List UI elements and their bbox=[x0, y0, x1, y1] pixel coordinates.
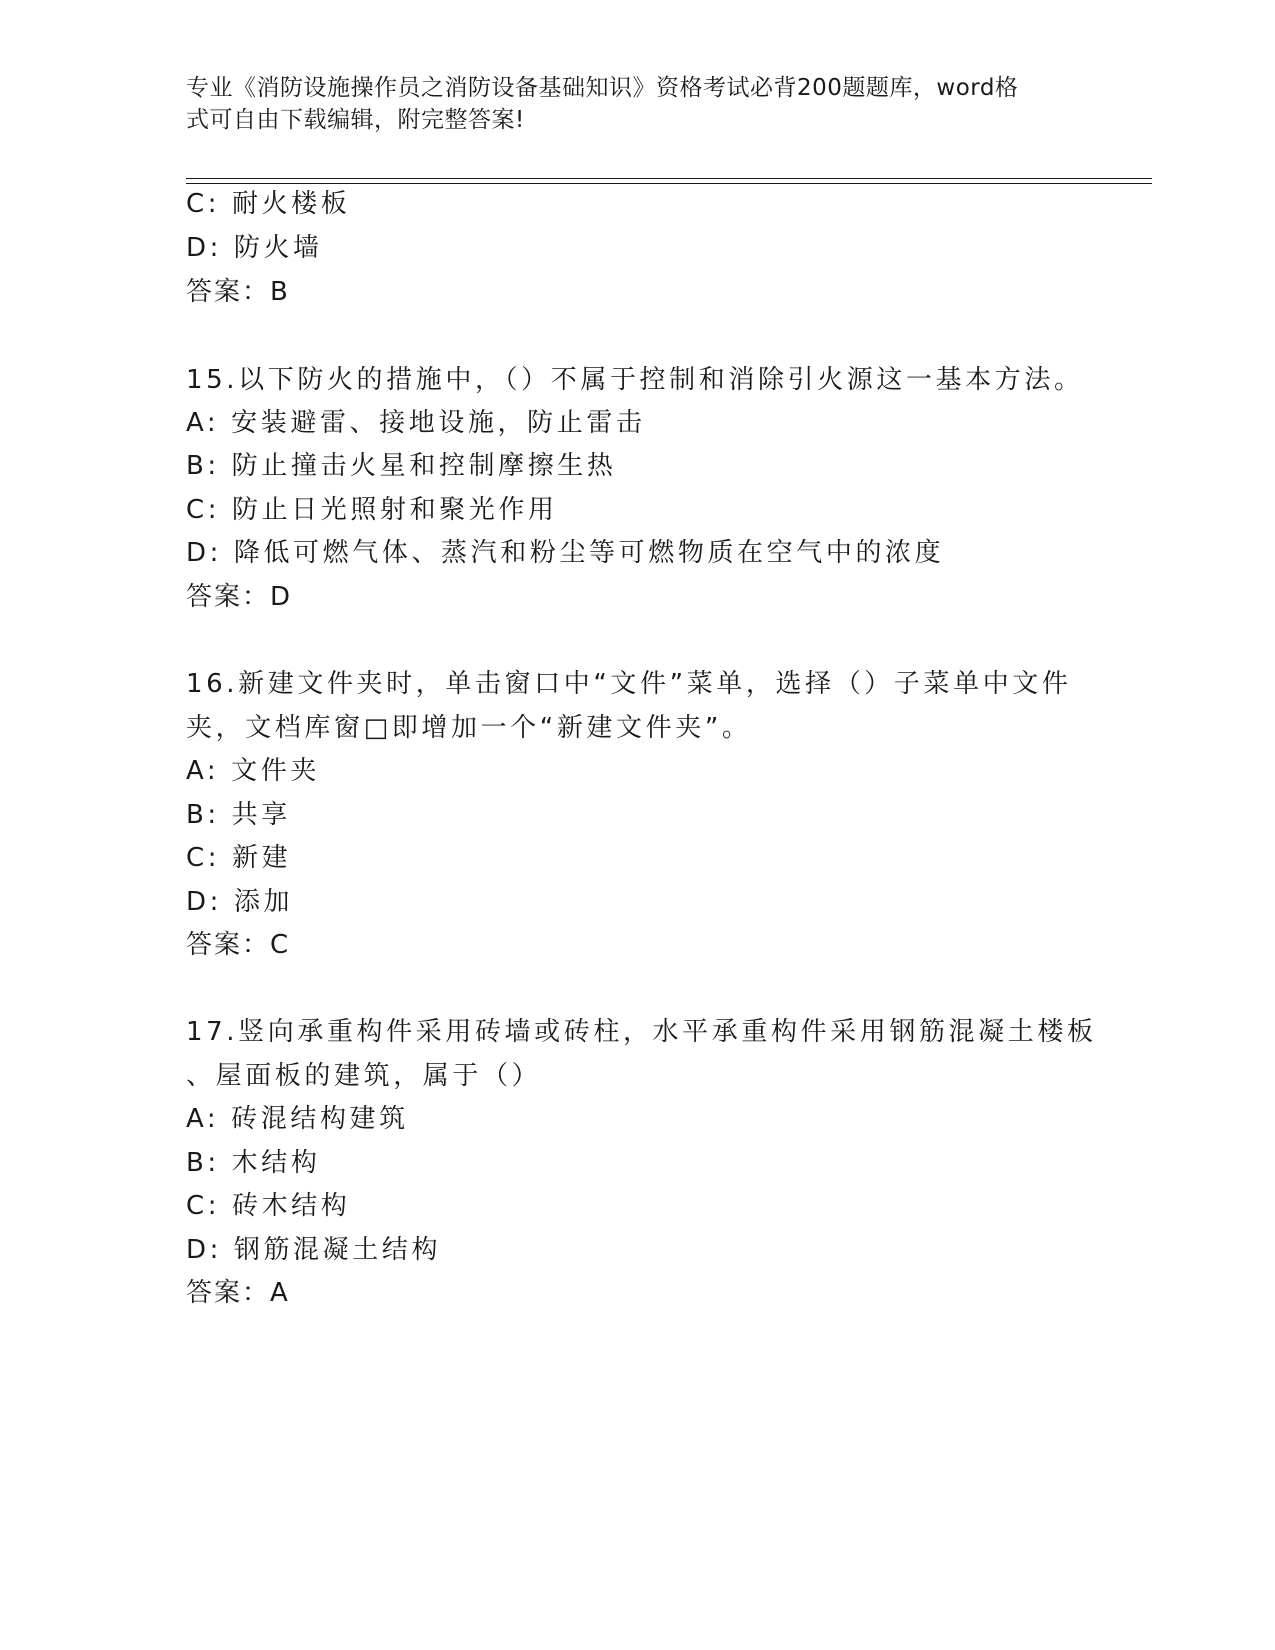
question-16-answer: 答案：C bbox=[186, 930, 291, 960]
question-17-option-c: C: 砖木结构 bbox=[186, 1191, 351, 1221]
question-15-answer: 答案：D bbox=[186, 582, 293, 612]
question-16-stem-line-2: 夹，文档库窗□即增加一个“新建文件夹”。 bbox=[186, 713, 752, 743]
header-line-1: 专业《消防设施操作员之消防设备基础知识》资格考试必背200题题库，word格 bbox=[186, 75, 1019, 101]
question-17-answer: 答案：A bbox=[186, 1278, 290, 1308]
question-17-option-a: A: 砖混结构建筑 bbox=[186, 1104, 409, 1134]
question-16-option-d: D: 添加 bbox=[186, 887, 294, 917]
header-divider-bottom bbox=[186, 183, 1152, 184]
prev-answer: 答案：B bbox=[186, 277, 290, 307]
question-15-option-d: D: 降低可燃气体、蒸汽和粉尘等可燃物质在空气中的浓度 bbox=[186, 538, 945, 568]
question-15-option-a: A: 安装避雷、接地设施，防止雷击 bbox=[186, 408, 646, 438]
question-16-stem-line-1: 16.新建文件夹时，单击窗口中“文件”菜单，选择（）子菜单中文件 bbox=[186, 669, 1072, 699]
question-15-option-c: C: 防止日光照射和聚光作用 bbox=[186, 495, 558, 525]
question-16-option-b: B: 共享 bbox=[186, 800, 291, 830]
question-17-option-d: D: 钢筋混凝土结构 bbox=[186, 1235, 442, 1265]
question-17-stem-line-1: 17.竖向承重构件采用砖墙或砖柱，水平承重构件采用钢筋混凝土楼板 bbox=[186, 1017, 1097, 1047]
header-line-2: 式可自由下载编辑，附完整答案! bbox=[186, 107, 525, 133]
question-17-option-b: B: 木结构 bbox=[186, 1148, 321, 1178]
prev-option-d: D: 防火墙 bbox=[186, 233, 323, 263]
question-15-stem: 15.以下防火的措施中，（）不属于控制和消除引火源这一基本方法。 bbox=[186, 365, 1084, 395]
header-divider-top bbox=[186, 178, 1152, 179]
question-15-option-b: B: 防止撞击火星和控制摩擦生热 bbox=[186, 451, 617, 481]
document-header bbox=[186, 72, 1086, 136]
question-17-stem-line-2: 、屋面板的建筑，属于（） bbox=[186, 1061, 542, 1091]
question-16-option-a: A: 文件夹 bbox=[186, 756, 320, 786]
question-16-option-c: C: 新建 bbox=[186, 843, 292, 873]
prev-option-c: C: 耐火楼板 bbox=[186, 189, 351, 219]
